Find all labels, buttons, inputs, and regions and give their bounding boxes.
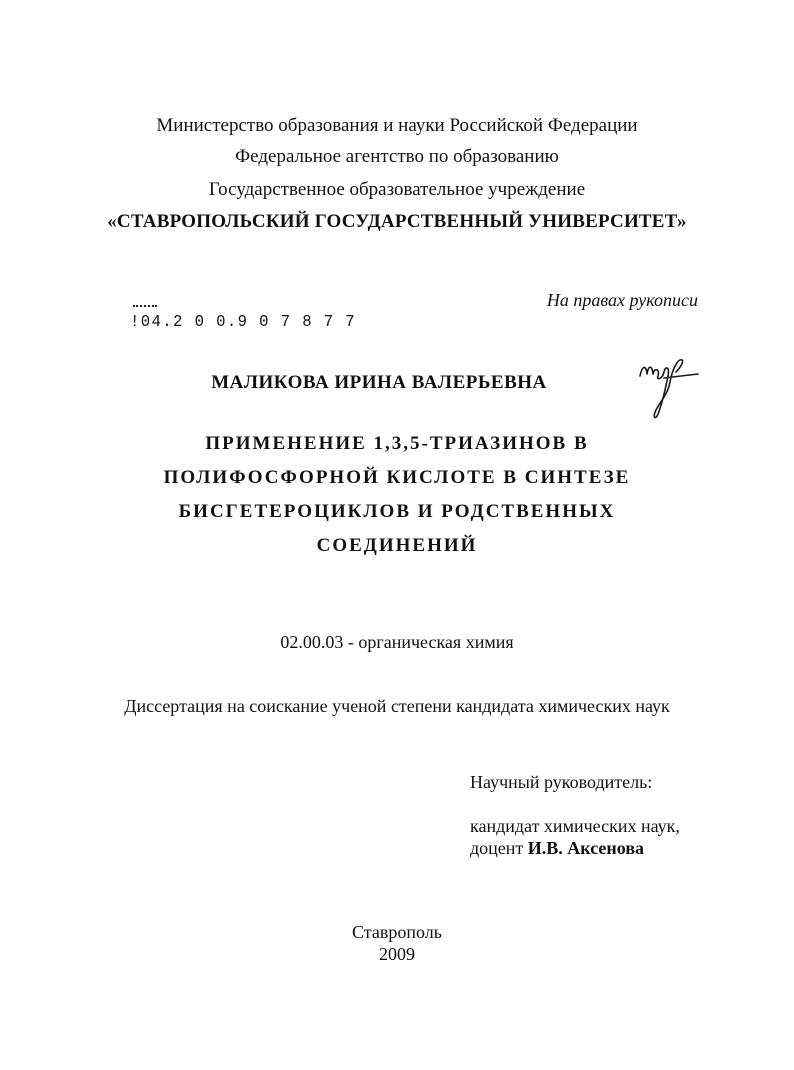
rights-note: На правах рукописи xyxy=(546,290,698,310)
title-line: ПРИМЕНЕНИЕ 1,3,5-ТРИАЗИНОВ В xyxy=(205,433,589,454)
author-name-text: МАЛИКОВА ИРИНА ВАЛЕРЬЕВНА xyxy=(211,372,547,393)
stamp-number: !04.2 0 0.9 0 7 8 7 7 xyxy=(130,313,357,332)
advisor-label: Научный руководитель: xyxy=(470,772,653,792)
signature-image xyxy=(634,354,704,426)
dissertation-title xyxy=(0,427,794,563)
ministry-name: Министерство образования и науки Российской Федерации xyxy=(156,115,638,136)
title-line: СОЕДИНЕНИЙ xyxy=(316,535,478,556)
advisor-name: И.В. Аксенова xyxy=(527,838,645,858)
title-line: ПОЛИФОСФОРНОЙ КИСЛОТЕ В СИНТЕЗЕ xyxy=(163,467,631,488)
institution-type: Государственное образовательное учреждение xyxy=(208,179,586,200)
advisor-position: доцент xyxy=(470,838,524,858)
agency-name: Федеральное агентство по образованию xyxy=(235,146,559,167)
degree-statement: Диссертация на соискание ученой степени кандидата химических наук xyxy=(124,696,670,716)
stamp-mark xyxy=(133,305,157,309)
city: Ставрополь xyxy=(352,922,442,942)
year: 2009 xyxy=(379,944,415,964)
specialty: 02.00.03 - органическая химия xyxy=(280,632,514,652)
university-name: «СТАВРОПОЛЬСКИЙ ГОСУДАРСТВЕННЫЙ УНИВЕРСИТЕТ» xyxy=(107,211,687,232)
advisor-degree: кандидат химических наук, xyxy=(470,816,680,836)
advisor-position-line xyxy=(470,838,644,859)
title-line: БИСГЕТЕРОЦИКЛОВ И РОДСТВЕННЫХ xyxy=(178,501,616,522)
